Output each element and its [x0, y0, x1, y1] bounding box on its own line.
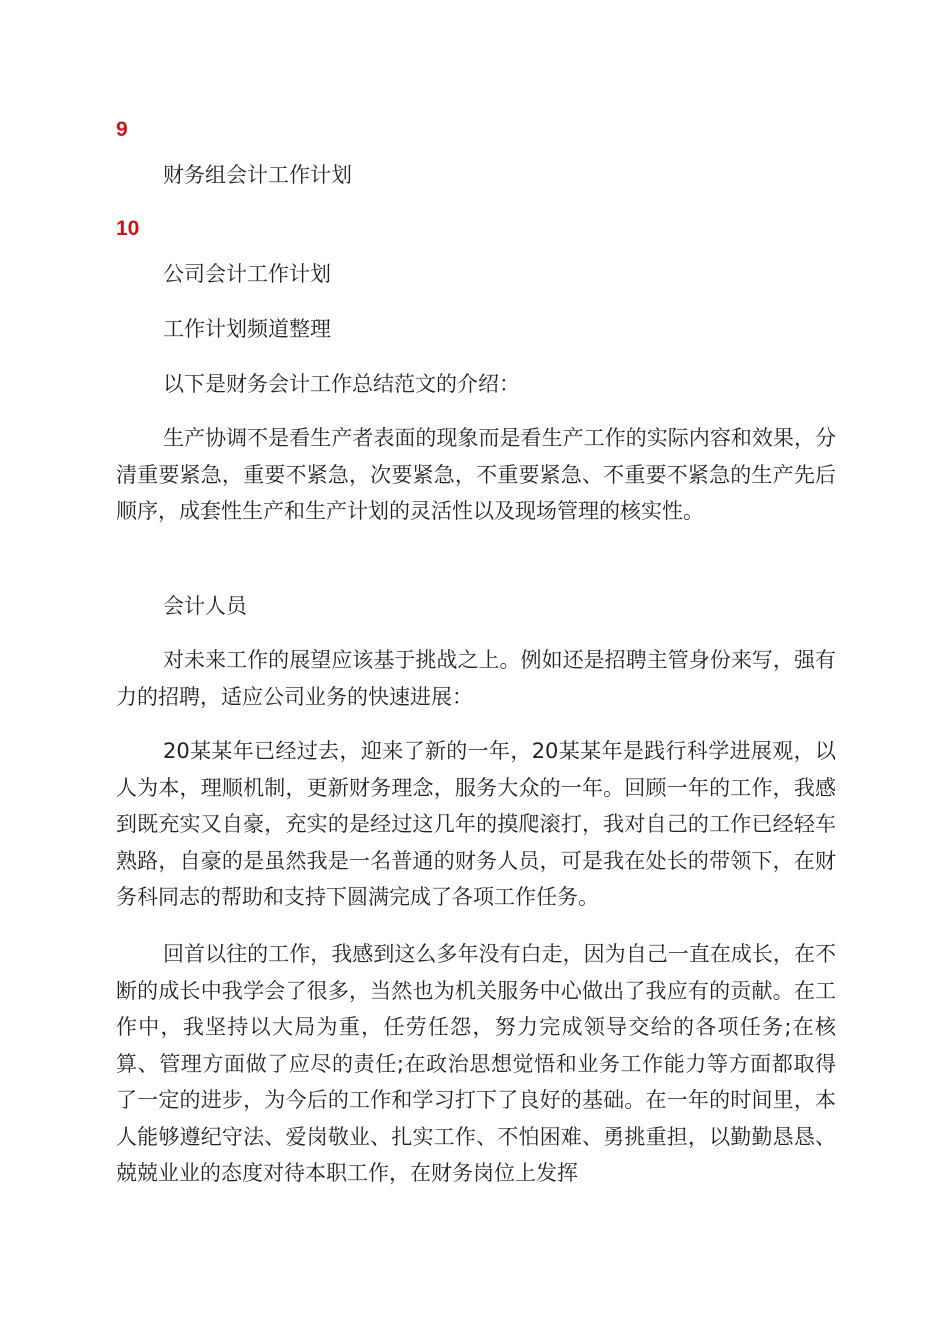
paragraph-future-outlook: 对未来工作的展望应该基于挑战之上。例如还是招聘主管身份来写，强有力的招聘，适应公司业务的快速进展： [116, 648, 836, 709]
paragraph-production-coordination: 生产协调不是看生产者表面的现象而是看生产工作的实际内容和效果，分清重要紧急，重要不紧急，次要紧急，不重要紧急、不重要不紧急的生产先后顺序，成套性生产和生产计划的灵活性以及现场管理的核实性。 [116, 426, 836, 523]
channel-line: 工作计划频道整理 [163, 317, 331, 341]
intro-line: 以下是财务会计工作总结范文的介绍： [163, 372, 520, 396]
paragraph-past-work: 回首以往的工作，我感到这么多年没有白走，因为自己一直在成长，在不断的成长中我学会了很多，当然也为机关服务中心做出了我应有的贡献。在工作中，我坚持以大局为重，任劳任怨，努力完成领导交给的各项任务;在核算、管理方面做了应尽的责任;在政治思想觉悟和业务工作能力等方面都取得了一定的进步，为今后的工作和学习打下了良好的基础。在一年的时间里，本人能够遵纪守法、爱岗敬业、扎实工作、不怕困难、勇挑重担，以勤勤恳恳、兢兢业业的态度对待本职工作，在财务岗位上发挥 [116, 942, 836, 1185]
item-number-10: 10 [116, 217, 140, 240]
paragraph-accountant-heading: 会计人员 [163, 594, 247, 618]
paragraph-year-review: 20某某年已经过去，迎来了新的一年，20某某年是践行科学进展观，以人为本，理顺机制，更新财务理念，服务大众的一年。回顾一年的工作，我感到既充实又自豪，充实的是经过这几年的摸爬滚打，我对自己的工作已经轻车熟路，自豪的是虽然我是一名普通的财务人员，可是我在处长的带领下，在财务科同志的帮助和支持下圆满完成了各项工作任务。 [116, 739, 836, 909]
item-title-company-plan: 公司会计工作计划 [163, 262, 331, 286]
item-number-9: 9 [116, 118, 128, 141]
item-title-finance-group-plan: 财务组会计工作计划 [163, 163, 352, 187]
